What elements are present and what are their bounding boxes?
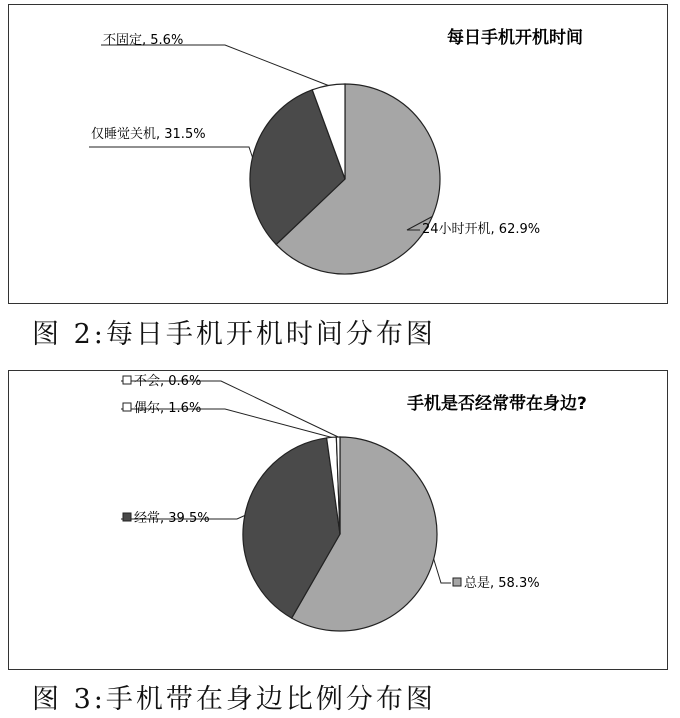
chart-2-slices <box>243 437 437 631</box>
chart-2-data-label-2: 偶尔, 1.6% <box>134 401 202 416</box>
chart-2-legend-swatch-1 <box>123 513 131 521</box>
chart-2-legend-swatch-2 <box>123 403 131 411</box>
chart-1-data-label-2: 不固定, 5.6% <box>103 33 184 48</box>
chart-2-legend-swatch-0 <box>453 578 461 586</box>
chart-1-data-label-1: 仅睡觉关机, 31.5% <box>91 127 206 142</box>
chart-2-title: 手机是否经常带在身边? <box>407 394 587 414</box>
chart-2-data-label-0: 总是, 58.3% <box>464 576 540 591</box>
chart-2-data-label-3: 不会, 0.6% <box>134 374 202 389</box>
chart-2-plot <box>9 371 666 668</box>
chart-1-data-label-0: 24小时开机, 62.9% <box>422 222 541 237</box>
chart-2-leader-0 <box>434 559 451 583</box>
chart-2-frame <box>8 370 668 670</box>
chart-2-legend-swatch-3 <box>123 376 131 384</box>
chart-1-caption: 图 2:每日手机开机时间分布图 <box>32 319 436 350</box>
chart-2-data-label-1: 经常, 39.5% <box>134 511 210 526</box>
chart-2-caption: 图 3:手机带在身边比例分布图 <box>32 684 436 715</box>
chart-1-frame <box>8 4 668 304</box>
chart-1-plot <box>9 5 666 302</box>
chart-1-leader-1 <box>89 147 253 157</box>
chart-1-slices <box>250 84 440 274</box>
chart-1-title: 每日手机开机时间 <box>447 28 583 48</box>
chart-1-leader-2 <box>101 45 328 86</box>
